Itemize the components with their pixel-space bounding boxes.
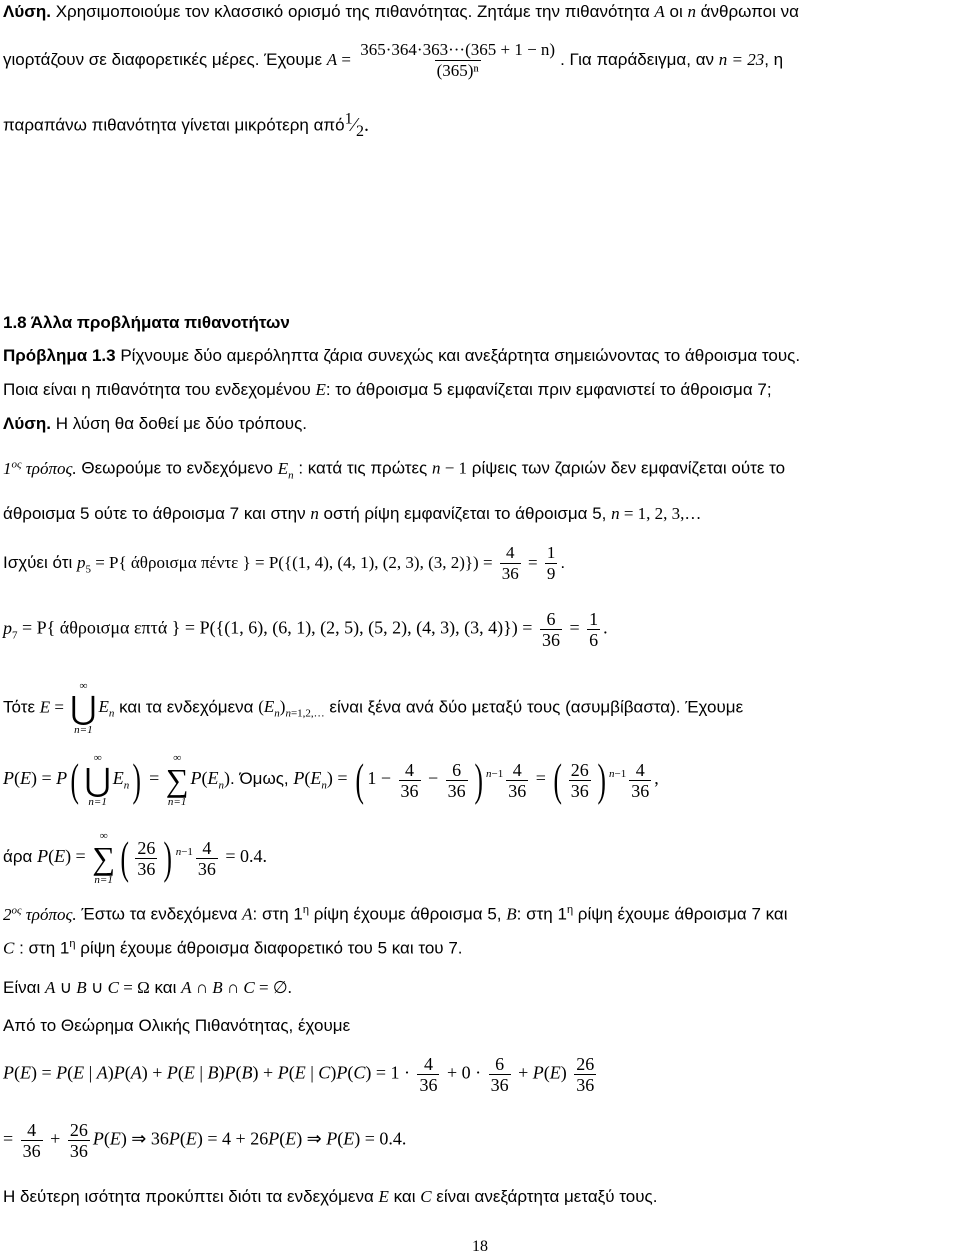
- text: οστή ρίψη εμφανίζεται το άθροισμα 5,: [318, 504, 612, 523]
- fraction: [358, 40, 557, 81]
- text: είναι ανεξάρτητα μεταξύ τους.: [431, 1187, 658, 1206]
- math-n-1: n: [431, 458, 441, 478]
- denominator: 6: [589, 630, 599, 650]
- text: Ρίχνουμε δύο αμερόληπτα ζάρια συνεχώς και ανεξάρτητα σημειώνοντας το άθροισμα τους.: [115, 346, 801, 365]
- total-prob-line-2: = $\frac{4}{36}$ + $\frac{26}{36}$ P(E) ⇒ 36P(E) = 4 + 26P(E) ⇒ P(E) = 0.4.: [3, 1120, 407, 1161]
- solution-line-1: [3, 2, 799, 22]
- way-label: τρόπος.: [25, 904, 77, 924]
- math-E: E: [315, 380, 326, 399]
- way1-line-1: $1^{o\varsigma}$ τρόπος. Θεωρούμε το ενδεχόμενο $E_n$ : κατά τις πρώτες n − 1 ρίψεις των ζαριών δεν εμφανίζεται ούτε το: [3, 458, 786, 482]
- math-range: n = 1, 2, 3,…: [611, 504, 702, 523]
- text: : κατά τις πρώτες: [293, 458, 432, 478]
- fraction: [587, 609, 600, 650]
- p5-line: Ισχύει ότι $p_5 = P${ άθροισμα πέντε } = P({(1, 4), (4, 1), (2, 3), (3, 2)}) = $\frac{4}{36}$ = $\frac{1}{9}$ .: [3, 543, 566, 583]
- ara-line: άρα P(E) = ∞ ∑ n=1 ( $\frac{26}{36}$ ) $^{n-1}$ $\frac{4}{36}$ = 0.4.: [3, 830, 268, 886]
- text: Η δεύτερη ισότητα προκύπτει διότι τα ενδεχόμενα: [3, 1187, 379, 1206]
- half-den: 2: [355, 122, 364, 140]
- fraction: $\frac{26}{36}$: [137, 837, 156, 879]
- text: Χρησιμοποιούμε τον κλασσικό ορισμό της πιθανότητας. Ζητάμε την πιθανότητα: [50, 2, 655, 21]
- fraction: [540, 609, 562, 650]
- text: και τα ενδεχόμενα: [114, 697, 259, 717]
- solution-label: Λύση.: [3, 2, 51, 21]
- math-n: n: [687, 2, 696, 21]
- math-A: A: [326, 49, 338, 69]
- fraction: $\frac{26}{36}$: [570, 759, 589, 801]
- text: άνθρωποι να: [695, 2, 799, 21]
- sum-operator: ∞ ∑ n=1: [165, 752, 189, 808]
- fraction: $\frac{4}{36}$: [419, 1054, 438, 1095]
- fraction: $\frac{26}{36}$: [576, 1054, 595, 1095]
- problem-line-1: [3, 346, 800, 366]
- solution-line-3: παραπάνω πιθανότητα γίνεται μικρότερη $\alpha\pi ό^1⁄_2$.: [3, 110, 369, 140]
- result: = 0.4.: [220, 846, 268, 867]
- problem-line-2: [3, 380, 772, 400]
- math-n: n: [310, 504, 319, 523]
- text: ρίψη έχουμε άθροισμα 7 και: [573, 904, 788, 924]
- sup-eta: η: [302, 904, 309, 916]
- fraction: $\frac{4}{36}$: [197, 837, 216, 879]
- math-En: $E_n$: [277, 458, 294, 482]
- denominator: 9: [546, 564, 556, 583]
- union-operator: ∞ ⋃ n=1: [84, 752, 111, 808]
- fraction: $\frac{4}{36}$: [400, 759, 419, 801]
- numerator: 1: [546, 543, 556, 562]
- union-operator: ∞ ⋃ n=1: [70, 680, 97, 736]
- page-number: 18: [472, 1238, 488, 1255]
- text: οι: [664, 2, 688, 21]
- p7-expression: = P{ άθροισμα επτά } = P({(1, 6), (6, 1), (2, 5), (5, 2), (4, 3), (3, 4)}) =: [17, 617, 537, 638]
- text: άθροισμα 5 ούτε το άθροισμα 7 και στην: [3, 504, 311, 523]
- text: . Για παράδειγμα, αν: [560, 49, 719, 69]
- sup-eta: η: [69, 938, 76, 950]
- total-prob-line-1: P(E) = P(E | A)P(A) + P(E | B)P(B) + P(E | C)P(C) = 1 · $\frac{4}{36}$ + 0 · $\frac{6}{36}$ + P(E) $\frac{26}{36}$: [3, 1054, 595, 1095]
- way-number: 2: [3, 904, 12, 924]
- numerator: 365·364·363···(365 + 1 − n): [360, 40, 556, 59]
- solution-line-2: γιορτάζουν σε διαφορετικές μέρες. Έχουμε A = $\frac{365\cdot 364\cdot 363\cdot\cdot\cdot(365 + 1 - n)}{\text{(365)ⁿ}}$ . Για παράδειγμα, αν n = 23, η: [3, 40, 784, 80]
- text: Ισχύει ότι: [3, 552, 77, 572]
- half-num: 1: [344, 110, 353, 127]
- fraction: $\frac{4}{36}$: [631, 759, 650, 801]
- text: ρίψεις των ζαριών δεν εμφανίζεται ούτε το: [467, 458, 786, 478]
- text: Ποια είναι η πιθανότητα του ενδεχομένου: [3, 380, 316, 399]
- numerator: 4: [506, 543, 515, 562]
- text: και: [149, 978, 182, 997]
- fraction: [500, 543, 521, 584]
- text: : στη 1: [252, 904, 303, 924]
- text: Τότε: [3, 697, 40, 717]
- way-number: 1: [3, 458, 12, 478]
- denominator: 36: [501, 564, 519, 583]
- way2-theorem: Από το Θεώρημα Ολικής Πιθανότητας, έχουμε: [3, 1016, 351, 1035]
- text: Έστω τα ενδεχόμενα: [76, 904, 243, 924]
- denominator: 36: [541, 630, 560, 650]
- text: ρίψη έχουμε άθροισμα διαφορετικό του 5 και του 7.: [75, 938, 463, 958]
- fraction: $\frac{4}{36}$: [22, 1120, 41, 1161]
- fraction: $\frac{4}{36}$: [508, 759, 527, 801]
- solution-label: Λύση.: [3, 414, 51, 433]
- pe-line: P(E) = P( ∞ ⋃ n=1 $E_n$) = ∞ ∑ n=1 $P(E_n)$. Όμως, $P(E_n)$ = ( 1 − $\frac{4}{36}$ − $\frac{6}{36}$ ) $^{n-1}$ $\frac{4}{36}$ = ( $\frac{26}{36}$ ) $^{n-1}$ $\frac{4}{36}$ ,: [3, 752, 659, 808]
- text: άρα: [3, 847, 38, 867]
- text: Είναι: [3, 978, 45, 997]
- last-line: Η δεύτερη ισότητα προκύπτει διότι τα ενδεχόμενα E και C είναι ανεξάρτητα μεταξύ τους.: [3, 1187, 658, 1206]
- text: ρίψη έχουμε άθροισμα 5,: [308, 904, 507, 924]
- p5-expression: = P{ άθροισμα πέντε } = P({(1, 4), (4, 1), (2, 3), (3, 2)}) =: [90, 552, 497, 572]
- problem-label: Πρόβλημα 1.3: [3, 346, 116, 365]
- p7-line: $p_7 = P${ άθροισμα επτά } = P({(1, 6), (6, 1), (2, 5), (5, 2), (4, 3), (3, 4)}) = $\frac{6}{36}$ = $\frac{1}{6}$ .: [3, 609, 608, 650]
- fraction: $\frac{6}{36}$: [490, 1054, 509, 1095]
- tote-line: Τότε E = ∞ ⋃ n=1 $E_n$ και τα ενδεχόμενα $(E_n)_{n=1,2,\dots}$ είναι ξένα ανά δύο μεταξύ τους (ασυμβίβαστα). Έχουμε: [3, 680, 744, 736]
- way2-line-3: Είναι A ∪ B ∪ C = Ω και A ∩ B ∩ C = ∅.: [3, 978, 292, 997]
- numerator: 6: [546, 609, 556, 629]
- text: γιορτάζουν σε διαφορετικές μέρες. Έχουμε: [3, 49, 327, 69]
- text: . Όμως,: [230, 769, 294, 789]
- sup-eta: η: [566, 904, 574, 916]
- problem-line-3: [3, 414, 307, 434]
- text: Η λύση θα δοθεί με δύο τρόπους.: [50, 414, 308, 433]
- way-sup: ος: [11, 904, 22, 916]
- fraction: [545, 543, 558, 584]
- way2-line-2: C : στη $1^\eta$ ρίψη έχουμε άθροισμα διαφορετικό του 5 και του 7.: [3, 938, 463, 958]
- text: και: [388, 1187, 421, 1206]
- way-sup: ος: [11, 458, 22, 470]
- denominator: (365)ⁿ: [436, 61, 479, 80]
- text: παραπάνω πιθανότητα γίνεται μικρότερη από: [3, 115, 345, 135]
- section-title: 1.8 Άλλα προβλήματα πιθανοτήτων: [3, 313, 290, 332]
- fraction: $\frac{26}{36}$: [69, 1120, 88, 1161]
- text: : το άθροισμα 5 εμφανίζεται πριν εμφανιστεί το άθροισμα 7;: [325, 380, 772, 399]
- text: είναι ξένα ανά δύο μεταξύ τους (ασυμβίβαστα). Έχουμε: [324, 697, 744, 717]
- sum-operator: ∞ ∑ n=1: [92, 830, 116, 886]
- way2-line-1: $2^{o\varsigma}$ τρόπος. Έστω τα ενδεχόμενα A: στη $1^\eta$ ρίψη έχουμε άθροισμα 5, B: στη $1^\eta$ ρίψη έχουμε άθροισμα 7 και: [3, 904, 788, 924]
- way-label: τρόπος.: [25, 458, 77, 478]
- way1-line-2: [3, 504, 701, 524]
- text: Θεωρούμε το ενδεχόμενο: [76, 458, 278, 478]
- fraction: $\frac{6}{36}$: [447, 759, 466, 801]
- text: , η: [764, 49, 784, 69]
- math-n23: n = 23: [718, 49, 765, 69]
- numerator: 1: [589, 609, 599, 629]
- math-A: A: [654, 2, 665, 21]
